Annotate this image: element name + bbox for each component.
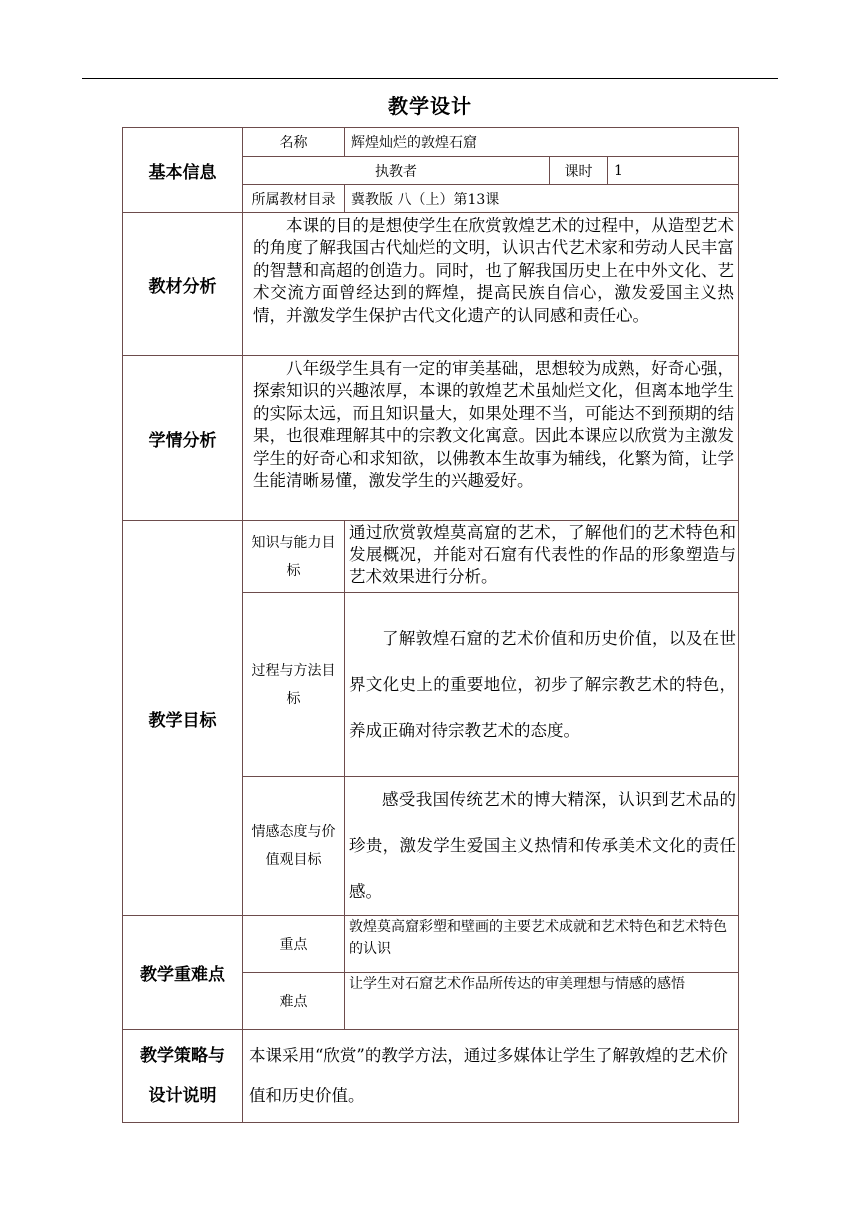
- hours-label: 课时: [550, 157, 608, 185]
- teacher-label: 执教者: [243, 157, 550, 185]
- student-analysis-text: 八年级学生具有一定的审美基础，思想较为成熟，好奇心强，探索知识的兴趣浓厚，本课的敦煌艺术虽灿烂文化，但离本地学生的实际太远，而且知识量大，如果处理不当，可能达不到预期的结果，也很难理解其中的宗教文化寓意。因此本课应以欣赏为主激发学生的好奇心和求知欲，以佛教本生故事为辅线，化繁为简，让学生能清晰易懂，激发学生的兴趣爱好。: [243, 356, 739, 521]
- objective-label-knowledge: 知识与能力目标: [243, 521, 345, 593]
- name-value: 辉煌灿烂的敦煌石窟: [345, 128, 739, 157]
- key-points-header: 教学重难点: [123, 916, 243, 1030]
- objective-text-emotion: 感受我国传统艺术的博大精深，认识到艺术品的珍贵，激发学生爱国主义热情和传承美术文化的责任感。: [345, 777, 739, 916]
- objectives-header: 教学目标: [123, 521, 243, 916]
- objective-label-emotion: 情感态度与价值观目标: [243, 777, 345, 916]
- basic-info-header: 基本信息: [123, 128, 243, 213]
- difficulty-label: 难点: [243, 973, 345, 1030]
- objective-label-process: 过程与方法目标: [243, 593, 345, 777]
- top-rule: [82, 78, 778, 79]
- document-title: 教学设计: [388, 94, 472, 118]
- textbook-value: 冀教版 八（上）第13课: [345, 185, 739, 213]
- difficulty-text: 让学生对石窟艺术作品所传达的审美理想与情感的感悟: [345, 973, 739, 1030]
- focus-text: 敦煌莫高窟彩塑和壁画的主要艺术成就和艺术特色和艺术特色的认识: [345, 916, 739, 973]
- strategy-header-line2: 设计说明: [148, 1086, 217, 1106]
- strategy-header: [123, 1030, 243, 1123]
- name-label: 名称: [243, 128, 345, 157]
- focus-label: 重点: [243, 916, 345, 973]
- objective-text-knowledge: 通过欣赏敦煌莫高窟的艺术，了解他们的艺术特色和发展概况，并能对石窟有代表性的作品的形象塑造与艺术效果进行分析。: [345, 521, 739, 593]
- textbook-label: 所属教材目录: [243, 185, 345, 213]
- student-analysis-header: 学情分析: [123, 356, 243, 521]
- material-analysis-header: 教材分析: [123, 213, 243, 356]
- strategy-header-line1: 教学策略与: [140, 1046, 225, 1066]
- objective-text-process: 了解敦煌石窟的艺术价值和历史价值，以及在世界文化史上的重要地位，初步了解宗教艺术的特色，养成正确对待宗教艺术的态度。: [345, 593, 739, 777]
- hours-value: 1: [608, 157, 739, 185]
- strategy-text: 本课采用“欣赏”的教学方法，通过多媒体让学生了解敦煌的艺术价值和历史价值。: [243, 1030, 739, 1123]
- material-analysis-text: 本课的目的是想使学生在欣赏敦煌艺术的过程中，从造型艺术的角度了解我国古代灿烂的文明，认识古代艺术家和劳动人民丰富的智慧和高超的创造力。同时，也了解我国历史上在中外文化、艺术交流方面曾经达到的辉煌，提高民族自信心，激发爱国主义热情，并激发学生保护古代文化遗产的认同感和责任心。: [243, 213, 739, 356]
- lesson-design-table: [122, 127, 739, 1123]
